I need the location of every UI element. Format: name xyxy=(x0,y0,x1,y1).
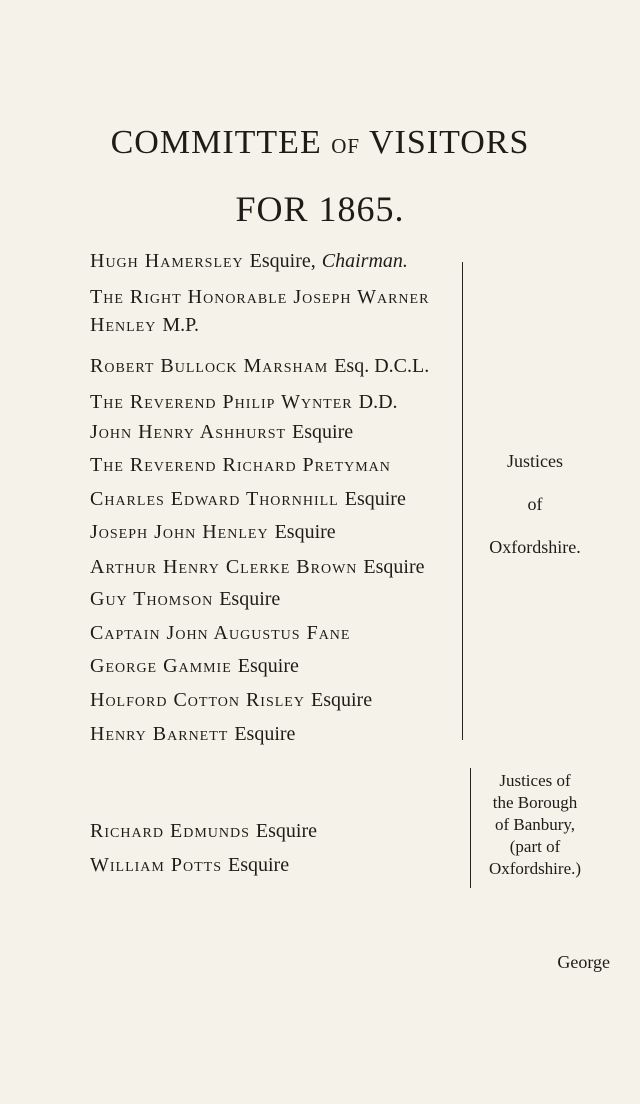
member-suffix: Esq. D.C.L. xyxy=(334,355,430,377)
member-suffix: Esquire xyxy=(274,521,336,543)
member-role: Chairman. xyxy=(321,250,408,272)
title-word-committee: COMMITTEE xyxy=(110,124,322,161)
member-name: The Right Honorable Joseph Warner xyxy=(90,286,430,308)
note-line: Justices xyxy=(507,451,563,471)
member-suffix: Esquire xyxy=(237,655,299,677)
member-suffix: D.D. xyxy=(358,391,398,413)
member-suffix: M.P. xyxy=(162,314,200,336)
list-item xyxy=(90,556,424,579)
member-suffix: Esquire, xyxy=(249,250,316,272)
list-item xyxy=(90,314,199,337)
note-line: Oxfordshire.) xyxy=(488,859,582,878)
list-item xyxy=(90,622,350,645)
note-line: Oxfordshire. xyxy=(489,537,581,557)
member-name: William Potts xyxy=(90,854,222,876)
member-name: Holford Cotton Risley xyxy=(90,689,305,711)
list-item xyxy=(90,854,289,877)
list-item xyxy=(90,521,336,544)
member-suffix: Esquire xyxy=(234,723,296,745)
page-title xyxy=(0,124,640,162)
member-name: Henley xyxy=(90,314,157,336)
title-word-of: OF xyxy=(331,134,361,158)
member-name: Guy Thomson xyxy=(90,588,214,610)
list-item xyxy=(90,488,406,511)
list-item xyxy=(90,454,391,477)
list-item xyxy=(90,588,280,611)
member-name: Charles Edward Thornhill xyxy=(90,488,339,510)
member-name: George Gammie xyxy=(90,655,232,677)
member-name: Robert Bullock Marsham xyxy=(90,355,329,377)
catchword: George xyxy=(557,952,610,972)
list-item xyxy=(90,355,429,378)
member-suffix: Esquire xyxy=(310,689,373,711)
page-subtitle: FOR 1865. xyxy=(235,189,405,229)
list-item xyxy=(90,250,408,273)
member-suffix: Esquire xyxy=(344,488,406,510)
member-name: Captain John Augustus Fane xyxy=(90,622,351,644)
member-name: Hugh Hamersley xyxy=(90,250,244,272)
group-note xyxy=(470,770,600,880)
member-name: Henry Barnett xyxy=(90,723,229,745)
member-suffix: Esquire xyxy=(292,421,354,443)
list-item xyxy=(90,391,398,414)
member-suffix: Esquire xyxy=(363,556,425,578)
group-bracket xyxy=(462,262,463,740)
member-name: Arthur Henry Clerke Brown xyxy=(90,556,358,578)
note-line: the Borough xyxy=(492,793,578,812)
member-suffix: Esquire xyxy=(255,820,317,842)
list-item xyxy=(90,655,299,678)
note-line: (part of xyxy=(509,837,561,856)
member-suffix: Esquire xyxy=(228,854,290,876)
title-word-visitors: VISITORS xyxy=(368,124,530,161)
list-item xyxy=(90,689,372,712)
member-name: The Reverend Philip Wynter xyxy=(90,391,353,413)
member-name: Richard Edmunds xyxy=(90,820,250,842)
note-line: of Banbury, xyxy=(494,815,576,834)
member-name: The Reverend Richard Pretyman xyxy=(90,454,391,476)
member-suffix: Esquire xyxy=(219,588,281,610)
list-item xyxy=(90,421,353,444)
note-line: Justices of xyxy=(499,771,571,790)
note-line: of xyxy=(527,494,543,514)
list-item xyxy=(90,723,295,746)
group-note xyxy=(470,440,600,569)
list-item xyxy=(90,286,429,309)
member-name: Joseph John Henley xyxy=(90,521,269,543)
list-item xyxy=(90,820,317,843)
member-name: John Henry Ashhurst xyxy=(90,421,287,443)
